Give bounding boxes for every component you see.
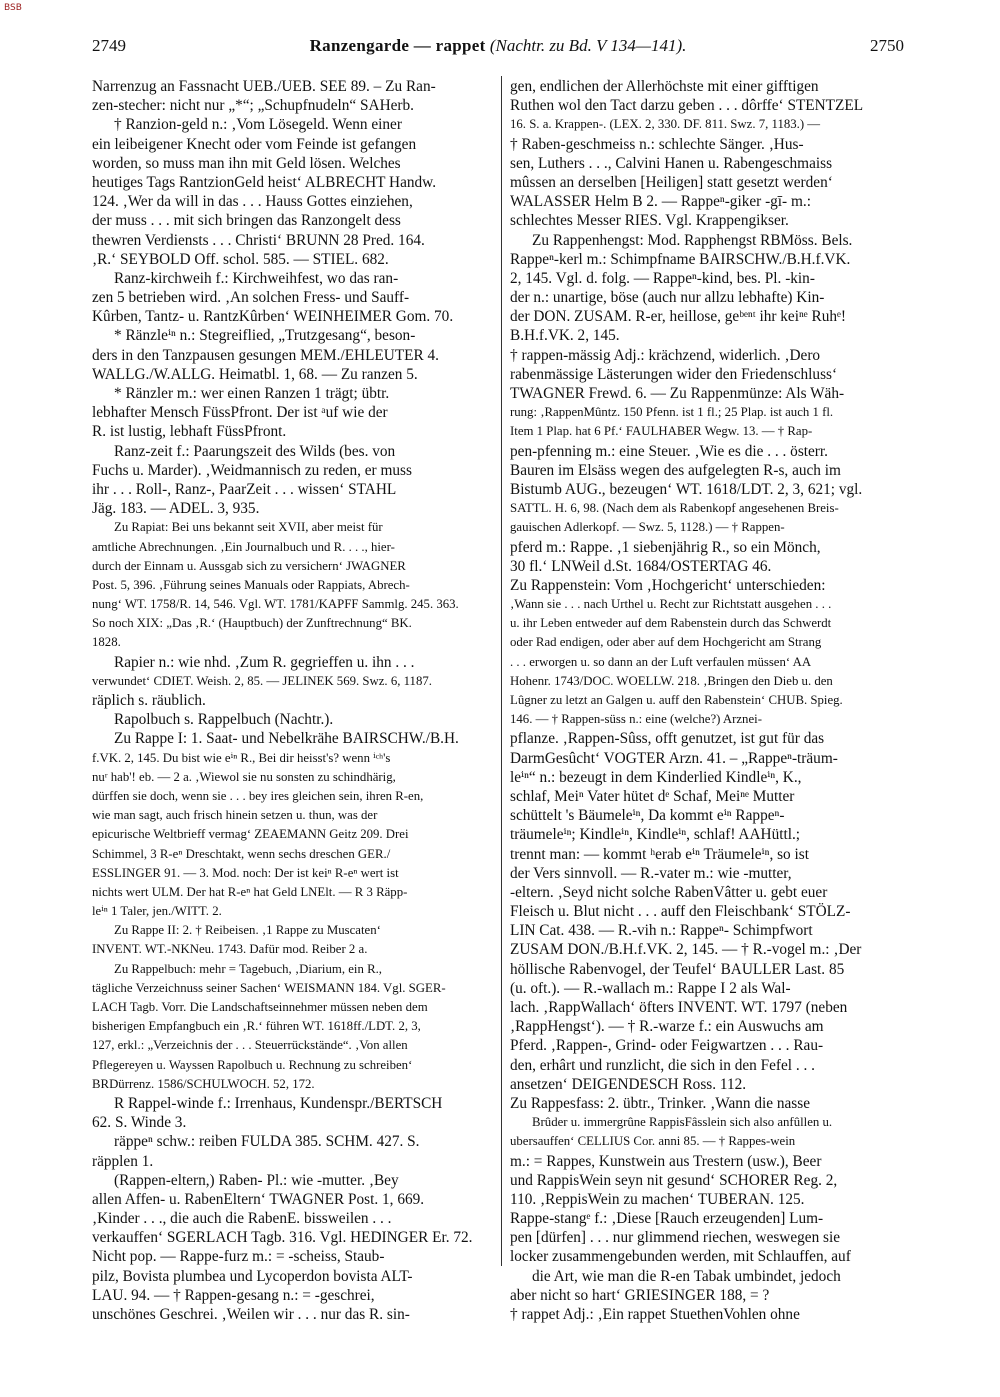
text-line: ‚R.‘ SEYBOLD Off. schol. 585. — STIEL. 682. — [92, 250, 389, 268]
text-line: Zu Rappesfass: 2. übtr., Trinker. ‚Wann die nasse — [510, 1094, 810, 1112]
text-line: Zu Rappelbuch: mehr = Tagebuch, ‚Diarium, ein R., — [114, 961, 382, 976]
column-divider — [501, 76, 502, 1266]
text-line: Zu Rappenstein: Vom ‚Hochgericht‘ unterschieden: — [510, 576, 826, 594]
text-line: rabenmässige Lästerungen wider den Friedenschluss‘ — [510, 365, 838, 383]
text-line: pferd m.: Rappe. ‚1 siebenjährig R., so ein Mönch, — [510, 538, 821, 556]
text-line: ein leibeigener Knecht oder vom Feinde ist gefangen — [92, 135, 417, 153]
text-line: Rapier n.: wie nhd. ‚Zum R. gegrieffen u. ihn . . . — [114, 653, 415, 671]
text-line: Narrenzug an Fassnacht UEB./UEB. SEE 89. – Zu Ran- — [92, 78, 436, 95]
text-line: u. ihr Leben entweder auf dem Rabenstein durch das Schwerdt — [510, 616, 832, 631]
text-line: 146. — † Rappen-süss n.: eine (welche?) Arznei- — [510, 712, 762, 727]
text-line: pilz, Bovista plumbea und Lycoperdon bovista ALT- — [92, 1267, 413, 1285]
text-line: wie man sagt, auch frisch hinein setzen u. thun, was der — [92, 808, 378, 823]
text-line: 124. ‚Wer da will in das . . . Hauss Gottes einziehen, — [92, 193, 413, 211]
text-line: pen [dürfen] . . . nur glimmend riechen, weswegen sie — [510, 1229, 841, 1247]
text-line: Post. 5, 396. ‚Führung seines Manuals oder Rappiats, Abrech- — [92, 577, 410, 592]
text-line: unschönes Geschrei. ‚Weilen wir . . . nur das R. sin- — [92, 1306, 410, 1323]
text-line: Zu Rapiat: Bei uns bekannt seit XVII, aber meist für — [114, 520, 383, 535]
text-line: amtliche Abrechnungen. ‚Ein Journalbuch und R. . . ., hier- — [92, 539, 395, 554]
text-line: durch der Einnam u. Aussgab sich zu versichern‘ JWAGNER — [92, 558, 406, 573]
text-line: epicurische Weltbrieff vermag‘ ZEAEMANN Geitz 209. Drei — [92, 827, 409, 842]
text-line: mûssen an derselben [Heiligen] statt gesetzt werden‘ — [510, 173, 833, 191]
text-line: tägliche Verzeichnuss seiner Sachen‘ WEISMANN 184. Vgl. SGER- — [92, 980, 446, 995]
text-line: ihr . . . Roll-, Ranz-, PaarZeit . . . wissen‘ STAHL — [92, 480, 397, 498]
text-line: pflanze. ‚Rappen-Sûss, offt genutzet, ist gut für das — [510, 730, 825, 748]
text-line: Rappeⁿ-kerl m.: Schimpfname BAIRSCHW./B.H.f.VK. — [510, 250, 851, 268]
text-line: Bauren im Elsäss wegen des aufgelegten R-s, auch im — [510, 461, 841, 479]
text-line: Hohenr. 1743/DOC. WOELLW. 218. ‚Bringen den Dieb u. den — [510, 673, 833, 688]
text-line: -eltern. ‚Seyd nicht solche RabenVâtter u. gebt euer — [510, 883, 828, 901]
text-line: schlechtes Messer RIES. Vgl. Krappengikser. — [510, 212, 789, 230]
text-line: † rappet Adj.: ‚Ein rappet StuethenVohlen ohne — [510, 1306, 800, 1323]
text-line: 62. S. Winde 3. — [92, 1114, 187, 1132]
text-line: Schimmel, 3 R-eⁿ Dreschtakt, wenn sechs dreschen GER./ — [92, 846, 391, 861]
text-line: gauischen Adlerkopf. — Swz. 5, 1128.) — † Rappen- — [510, 520, 785, 535]
text-line: LIN Cat. 438. — R.-vih n.: Rappeⁿ- Schimpfwort — [510, 922, 813, 940]
text-line: Brûder u. immergrûne RappisFâsslein sich also anfûllen u. — [532, 1115, 833, 1130]
text-line: der DON. ZUSAM. R-er, heillose, geᵇᵉⁿᵗ ihr keiⁿᵉ Ruhᵉ! — [510, 308, 847, 326]
text-line: Kûrben, Tantz- u. RantzKûrben‘ WEINHEIMER Gom. 70. — [92, 308, 454, 326]
text-line: verwundet‘ CDIET. Weish. 2, 85. — JELINEK 569. Swz. 6, 1187. — [92, 673, 432, 688]
right-column — [510, 77, 914, 1324]
text-line: träumeleⁱⁿ; Kindleⁱⁿ, Kindleⁱⁿ, schlaf! AAHüttl.; — [510, 826, 801, 844]
text-line: Zu Rappe I: 1. Saat- und Nebelkrähe BAIRSCHW./B.H. — [114, 730, 459, 748]
text-line: . . . erworgen u. so dann an der Luft verfaulen müssen‘ AA — [510, 654, 812, 669]
text-line: der Vers sinnvoll. — R.-vater m.: wie -mutter, — [510, 864, 792, 882]
text-line: heutiges Tags RantzionGeld heist‘ ALBRECHT Handw. — [92, 173, 437, 191]
text-line: thewren Verdiensts . . . Christi‘ BRUNN 28 Pred. 164. — [92, 231, 425, 249]
text-line: nung‘ WT. 1758/R. 14, 546. Vgl. WT. 1781/KAPFF Sammlg. 245. 363. — [92, 597, 459, 612]
text-line: ZUSAM DON./B.H.f.VK. 2, 145. — † R.-vogel m.: ‚Der — [510, 941, 862, 959]
text-line: 127, erkl.: „Verzeichnis der . . . Steuerrückstände“. ‚Von allen — [92, 1038, 408, 1053]
text-line: m.: = Rappes, Kunstwein aus Trestern (usw.), Beer — [510, 1152, 822, 1170]
page-header — [92, 32, 904, 60]
text-line: verkauffen‘ SGERLACH Tagb. 316. Vgl. HEDINGER Er. 72. — [92, 1229, 473, 1247]
text-line: So noch XIX: „Das ‚R.‘ (Hauptbuch) der Zunftrechnung“ BK. — [92, 616, 412, 631]
text-line: der n.: unartige, böse (auch nur allzu lebhafte) Kin- — [510, 289, 825, 307]
text-line: Ruthen wol den Tact darzu geben . . . dôrffe‘ STENTZEL — [510, 97, 864, 115]
text-line: † Raben-geschmeiss n.: schlechte Sänger. ‚Hus- — [510, 135, 804, 153]
text-line: ‚RappHengst‘). — † R.-warze f.: ein Auswuchs am — [510, 1018, 824, 1036]
text-line: Jäg. 183. — ADEL. 3, 935. — [92, 500, 260, 518]
text-line: dürffen sie doch, wenn sie . . . bey ires gleichen sein, ihren R-en, — [92, 788, 424, 803]
text-line: sen, Luthers . . ., Calvini Hanen u. Rabengeschmaiss — [510, 154, 833, 172]
text-line: lebhafter Mensch FüssPfront. Der ist ᵃuf wie der — [92, 404, 388, 422]
text-line: leⁱⁿ“ n.: bezeugt in dem Kinderlied Kindleⁱⁿ, K., — [510, 768, 802, 786]
text-line: LACH Tagb. Vorr. Die Landschaftseinnehmer müssen neben dem — [92, 1000, 428, 1014]
text-line: Rapolbuch s. Rappelbuch (Nachtr.). — [114, 711, 334, 729]
text-line: ders in den Tanzpausen gesungen MEM./EHLEUTER 4. — [92, 346, 440, 364]
text-line: Zu Rappe II: 2. † Reibeisen. ‚1 Rappe zu Muscaten‘ — [114, 923, 381, 938]
text-line: schlaf, Meiⁿ Vater hütet dᵉ Schaf, Meiⁿᵉ Mutter — [510, 787, 795, 805]
text-line: 110. ‚ReppisWein zu machen‘ TUBERAN. 125. — [510, 1190, 805, 1208]
page-number-left: 2749 — [92, 36, 126, 55]
text-line: (u. oft.). — R.-wallach m.: Rappe I 2 als Wal- — [510, 979, 791, 997]
text-line: † rappen-mässig Adj.: krächzend, widerlich. ‚Dero — [510, 346, 821, 364]
text-line: trennt man: — kommt ʰerab eⁱⁿ Träumeleⁱⁿ, so ist — [510, 845, 809, 863]
text-line: bisherigen Empfangbuch ein ‚R.‘ führen WT. 1618ff./LDT. 2, 3, — [92, 1019, 421, 1034]
text-line: * Ränzleⁱⁿ n.: Stegreiflied, „Trutzgesang“, beson- — [114, 327, 416, 345]
text-line: Pferd. ‚Rappen-, Grind- oder Feigwartzen . . . Rau- — [510, 1037, 824, 1055]
text-line: aber nicht so hart‘ GRIESINGER 188, = ? — [510, 1286, 770, 1304]
text-line: rung: ‚RappenMûntz. 150 Pfenn. ist 1 fl.; 25 Plap. ist auch 1 fl. — [510, 405, 834, 420]
text-line: 30 fl.‘ LNWeil d.St. 1684/OSTERTAG 46. — [510, 557, 772, 575]
text-line: Fuchs u. Marder). ‚Weidmannisch zu reden, er muss — [92, 461, 412, 479]
text-line: * Ränzler m.: wer einen Ranzen 1 trägt; übtr. — [114, 385, 390, 402]
text-line: ansetzen‘ DEIGENDESCH Ross. 112. — [510, 1075, 747, 1093]
text-line: INVENT. WT.-NKNeu. 1743. Dafür mod. Reiber 2 a. — [92, 942, 368, 957]
text-line: locker zusammengebunden werden, mit Schlauffen, auf — [510, 1248, 851, 1266]
text-line: f.VK. 2, 145. Du bist wie eⁱⁿ R., Bei dir heisst's? wenn ⁱᶜʰ's — [92, 750, 391, 765]
text-line: pen-pfenning m.: eine Steuer. ‚Wie es die . . . österr. — [510, 442, 828, 460]
text-line: höllische Rabenvogel, der Teufel‘ BAULLER Last. 85 — [510, 960, 845, 978]
text-line: Bistumb AUG., bezeugen‘ WT. 1618/LDT. 2, 3, 621; vgl. — [510, 480, 863, 498]
text-line: 1828. — [92, 635, 121, 650]
library-stamp: BSB — [4, 3, 22, 13]
text-line: B.H.f.VK. 2, 145. — [510, 327, 620, 345]
text-line: BRDürrenz. 1586/SCHULWOCH. 52, 172. — [92, 1076, 315, 1091]
text-line: räpplen 1. — [92, 1152, 154, 1170]
text-line: R. ist lustig, lebhaft FüssPfront. — [92, 423, 287, 441]
text-line: ‚Wann sie . . . nach Urthel u. Recht zur Richtstatt ausgehen . . . — [510, 597, 832, 612]
text-line: zen 5 betrieben wird. ‚An solchen Fress- und Sauff- — [92, 289, 410, 307]
text-line: Fleisch u. Blut nicht . . . auff den Fleischbank‘ STÖLZ- — [510, 903, 851, 921]
text-line: R Rappel-winde f.: Irrenhaus, Kundenspr./BERTSCH — [114, 1094, 443, 1112]
running-title-main: Ranzengarde — rappet — [309, 36, 486, 55]
text-line: zen-stecher: nicht nur „*“; „Schupfnudeln“ SAHerb. — [92, 97, 414, 115]
text-line: ‚Kinder . . ., die auch die RabenE. bissweilen . . . — [92, 1210, 392, 1228]
text-line: lach. ‚RappWallach‘ öfters INVENT. WT. 1797 (neben — [510, 999, 848, 1016]
text-line: Item 1 Plap. hat 6 Pf.‘ FAULHABER Wegw. 13. — † Rap- — [510, 424, 813, 439]
text-line: Nicht pop. — Rappe-furz m.: = -scheiss, Staub- — [92, 1248, 385, 1266]
text-line: † Ranzion-geld n.: ‚Vom Lösegeld. Wenn einer — [114, 116, 402, 134]
text-line: DarmGesûcht‘ VOGTER Arzn. 41. – „Rappeⁿ-träum- — [510, 749, 838, 767]
text-line: nuʳ hab'! eb. — 2 a. ‚Wiewol sie nu sonsten zu schindhärig, — [92, 769, 396, 784]
left-column — [92, 77, 496, 1324]
text-line: Zu Rappenhengst: Mod. Rapphengst RBMöss. Bels. — [532, 231, 853, 249]
text-line: leⁱⁿ 1 Taler, jen./WITT. 2. — [92, 904, 222, 919]
text-line: nichts wert ULM. Der hat R-eⁿ hat Geld LNElt. — R 3 Räpp- — [92, 884, 408, 899]
text-line: SATTL. H. 6, 98. (Nach dem als Rabenkopf angesehenen Breis- — [510, 501, 839, 516]
text-line: räplich s. räublich. — [92, 692, 206, 709]
text-line: räppeⁿ schw.: reiben FULDA 385. SCHM. 427. S. — [114, 1133, 420, 1151]
text-line: der muss . . . mit sich bringen das Ranzongelt dess — [92, 212, 401, 230]
text-line: ubersauffen‘ CELLIUS Cor. anni 85. — † Rappes-wein — [510, 1134, 796, 1149]
text-line: und RappisWein seyn nit gesund‘ SCHORER Reg. 2, — [510, 1171, 838, 1189]
text-line: ESSLINGER 91. — 3. Mod. noch: Der ist keiⁿ R-eⁿ wert ist — [92, 865, 399, 880]
text-line: gen, endlichen der Allerhöchste mit einer gifftigen — [510, 78, 819, 95]
text-line: Ranz-zeit f.: Paarungszeit des Wilds (bes. von — [114, 442, 396, 460]
text-line: 16. S. a. Krappen-. (LEX. 2, 330. DF. 811. Swz. 7, 1183.) — — [510, 117, 821, 132]
text-line: oder Rad endigen, oder aber auf dem Hochgericht am Strang — [510, 635, 822, 650]
running-title-note: (Nachtr. zu Bd. V 134—141). — [489, 36, 687, 55]
text-line: Rappe-stangᵉ f.: ‚Diese [Rauch erzeugenden] Lum- — [510, 1210, 824, 1228]
text-line: WALLG./W.ALLG. Heimatbl. 1, 68. — Zu ranzen 5. — [92, 365, 418, 383]
text-line: schüttelt 's Bäumeleⁱⁿ, Da kommt eⁱⁿ Rappeⁿ- — [510, 807, 785, 825]
running-title — [92, 36, 904, 56]
text-line: 2, 145. Vgl. d. folg. — Rappeⁿ-kind, bes. Pl. -kin- — [510, 269, 815, 287]
text-line: WALASSER Helm B 2. — Rappeⁿ-giker -gī- m.: — [510, 193, 811, 211]
text-line: (Rappen-eltern,) Raben- Pl.: wie -mutter. ‚Bey — [114, 1171, 399, 1189]
text-line: Lûgner zu letzt an Galgen u. auff den Rabenstein‘ CHUB. Spieg. — [510, 693, 843, 707]
text-line: TWAGNER Frewd. 6. — Zu Rappenmünze: Als Wäh- — [510, 385, 845, 402]
text-line: Pflegereyen u. Wayssen Rapolbuch u. Rechnung zu schreiben‘ — [92, 1057, 413, 1072]
text-line: worden, so muss man ihn mit Geld lösen. Welches — [92, 154, 401, 172]
text-line: LAU. 94. — † Rappen-gesang n.: = -geschrei, — [92, 1286, 375, 1304]
text-line: den, erhârt und runzlicht, die sich in den Fefel . . . — [510, 1056, 815, 1074]
text-line: die Art, wie man die R-en Tabak umbindet, jedoch — [532, 1267, 841, 1285]
page-number-right: 2750 — [870, 36, 904, 55]
text-line: allen Affen- u. RabenEltern‘ TWAGNER Post. 1, 669. — [92, 1190, 425, 1208]
text-line: Ranz-kirchweih f.: Kirchweihfest, wo das ran- — [114, 269, 399, 287]
